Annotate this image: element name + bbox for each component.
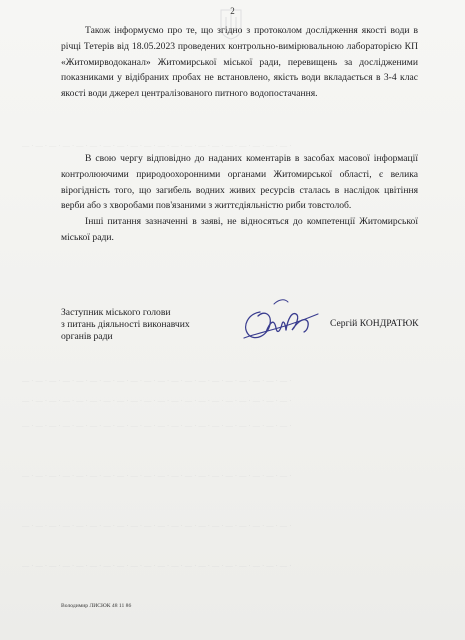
paragraph-text: Інші питання зазначенні в заяві, не відносяться до компетенції Житомирської міської ради. (61, 216, 418, 243)
show-through-text: — · — · — · — · — · — · — · — · — · — · — · — · — · — · — · — · — · — · — · — · (22, 562, 292, 570)
show-through-text: — · — · — · — · — · — · — · — · — · — · — · — · — · — · — · — · — · — · — · — · (22, 422, 292, 430)
show-through-text: — · — · — · — · — · — · — · — · — · — · — · — · — · — · — · — · — · — · — · — · (22, 472, 292, 480)
show-through-text: — · — · — · — · — · — · — · — · — · — · — · — · — · — · — · — · — · — · — · — · (22, 142, 292, 150)
paragraph-text: В свою чергу відповідно до наданих коментарів в засобах масової інформації контролюючими природоохоронними органами Житомирської області, є велика вірогідність того, що загибель водних живих ресурсів сталась в наслідок цвітіння верби або з хворобами пов'язаними з життєдіяльністю риби товстолоб. (61, 153, 418, 212)
handwritten-signature-icon (230, 292, 325, 350)
page-number: 2 (230, 6, 235, 16)
paragraph-media-comments (61, 151, 418, 214)
signatory-name: Сергій КОНДРАТЮК (330, 318, 419, 329)
paragraph-text: Також інформуємо про те, що згідно з протоколом дослідження якості води в річці Тетерів від 18.05.2023 проведених контрольно-вимірювальною лабораторією КП «Житомирводоканал» Житомирської міської ради, перевищень за дослідженими показниками у відібраних пробах не встановлено, якість води вкладається в 3-4 клас якості води джерел централізованого питного водопостачання. (61, 25, 418, 100)
position-line: органів ради (61, 331, 113, 343)
position-line: Заступник міського голови (61, 307, 171, 318)
executor-contact: Володимир ЛИСЮК 48 11 86 (61, 603, 132, 609)
position-line: з питань діяльності виконавчих (61, 319, 190, 331)
paragraph-water-quality (61, 23, 418, 102)
paragraph-other-issues (61, 214, 418, 246)
show-through-text: — · — · — · — · — · — · — · — · — · — · — · — · — · — · — · — · — · — · — · — · (22, 377, 292, 385)
show-through-text: — · — · — · — · — · — · — · — · — · — · — · — · — · — · — · — · — · — · — · — · (22, 397, 292, 405)
show-through-text: — · — · — · — · — · — · — · — · — · — · — · — · — · — · — · — · — · — · — · — · (22, 522, 292, 530)
